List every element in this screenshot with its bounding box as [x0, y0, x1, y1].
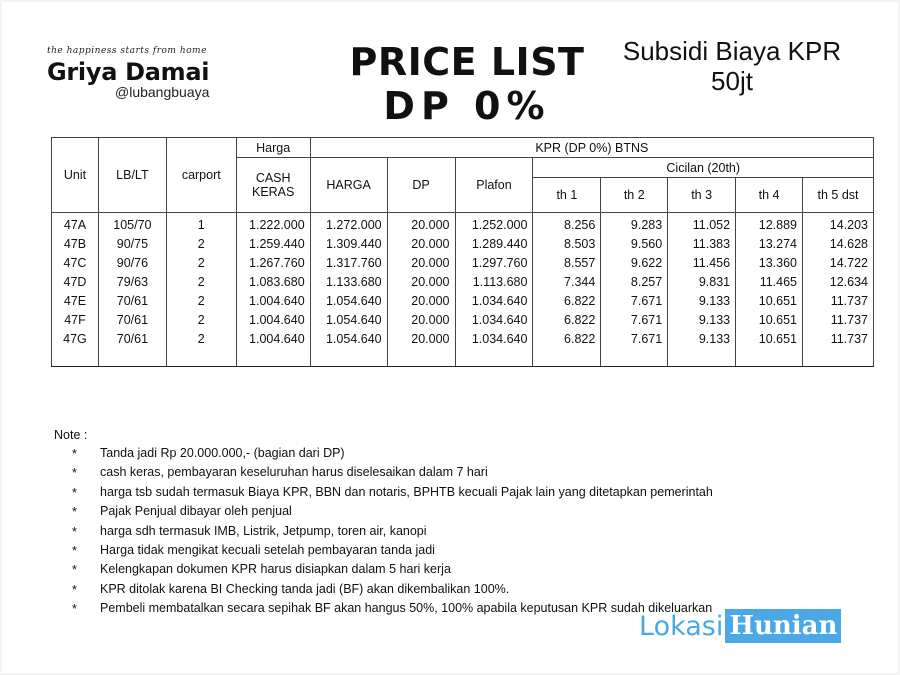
title-line-2: DP 0% [383, 84, 551, 128]
cell-cash-keras: 1.004.640 [236, 292, 310, 311]
empty-cell [52, 349, 99, 367]
header-th4: th 4 [736, 178, 803, 213]
cell-harga: 1.272.000 [310, 213, 387, 236]
cell-dp: 20.000 [387, 292, 455, 311]
price-table [51, 137, 874, 367]
cell-th3: 9.133 [668, 311, 736, 330]
cell-plafon: 1.113.680 [455, 273, 533, 292]
cell-carport: 1 [166, 213, 236, 236]
note-text: Tanda jadi Rp 20.000.000,- (bagian dari DP) [100, 446, 345, 460]
table-row [52, 273, 874, 292]
note-text: Kelengkapan dokumen KPR harus disiapkan dalam 5 hari kerja [100, 562, 451, 577]
brand-name: Griya Damai [47, 58, 210, 86]
cell-th3: 11.052 [668, 213, 736, 236]
header-dp: DP [387, 158, 455, 213]
note-item [54, 580, 754, 599]
header-th2: th 2 [601, 178, 668, 213]
note-item [54, 463, 754, 482]
cell-th5: 14.628 [803, 235, 874, 254]
cell-th2: 8.257 [601, 273, 668, 292]
subsidy-block [612, 36, 852, 96]
cell-plafon: 1.297.760 [455, 254, 533, 273]
header-th3: th 3 [668, 178, 736, 213]
cell-th3: 9.133 [668, 330, 736, 349]
brand-handle: @lubangbuaya [115, 84, 210, 100]
cell-cash-keras: 1.222.000 [236, 213, 310, 236]
bullet-star: * [72, 505, 77, 520]
note-item [54, 483, 754, 502]
table-row [52, 213, 874, 236]
empty-cell [668, 349, 736, 367]
cell-th1: 6.822 [533, 292, 601, 311]
bullet-star: * [72, 466, 77, 481]
cell-cash-keras: 1.004.640 [236, 311, 310, 330]
header-carport: carport [166, 138, 236, 213]
brand-block [47, 46, 247, 100]
header-plafon: Plafon [455, 158, 533, 213]
header-cicilan-group: Cicilan (20th) [533, 158, 874, 178]
cell-cash-keras: 1.267.760 [236, 254, 310, 273]
cell-th5: 11.737 [803, 292, 874, 311]
cell-th3: 11.456 [668, 254, 736, 273]
cell-th2: 7.671 [601, 311, 668, 330]
cell-unit: 47B [52, 235, 99, 254]
note-text: KPR ditolak karena BI Checking tanda jadi (BF) akan dikembalikan 100%. [100, 581, 510, 596]
cell-th1: 8.256 [533, 213, 601, 236]
subsidy-line-2: 50jt [711, 66, 753, 96]
table-filler-row [52, 349, 874, 367]
empty-cell [310, 349, 387, 367]
note-text: harga tsb sudah termasuk Biaya KPR, BBN dan notaris, BPHTB kecuali Pajak lain yang ditetapkan pemerintah [100, 484, 713, 499]
bullet-star: * [72, 563, 77, 578]
price-list-page [2, 2, 898, 673]
cell-carport: 2 [166, 235, 236, 254]
cell-th4: 10.651 [736, 311, 803, 330]
cell-unit: 47C [52, 254, 99, 273]
table-row [52, 330, 874, 349]
cell-th1: 8.503 [533, 235, 601, 254]
note-item [54, 502, 754, 521]
empty-cell [455, 349, 533, 367]
bullet-star: * [72, 524, 77, 539]
header-th5: th 5 dst [803, 178, 874, 213]
cell-th2: 9.622 [601, 254, 668, 273]
cell-th1: 7.344 [533, 273, 601, 292]
cell-plafon: 1.034.640 [455, 330, 533, 349]
cell-th4: 10.651 [736, 292, 803, 311]
header-harga-group: Harga [236, 138, 310, 158]
cell-th2: 9.283 [601, 213, 668, 236]
cell-lb-lt: 70/61 [98, 311, 166, 330]
note-item [54, 444, 754, 463]
empty-cell [803, 349, 874, 367]
cell-harga: 1.133.680 [310, 273, 387, 292]
cell-carport: 2 [166, 292, 236, 311]
notes-title: Note : [54, 428, 88, 442]
cell-th5: 12.634 [803, 273, 874, 292]
cell-carport: 2 [166, 330, 236, 349]
cell-carport: 2 [166, 311, 236, 330]
empty-cell [166, 349, 236, 367]
cell-carport: 2 [166, 273, 236, 292]
cell-cash-keras: 1.004.640 [236, 330, 310, 349]
cell-harga: 1.317.760 [310, 254, 387, 273]
cell-unit: 47E [52, 292, 99, 311]
page-title [332, 40, 602, 128]
subsidy-line-1: Subsidi Biaya KPR [622, 36, 842, 66]
empty-cell [236, 349, 310, 367]
note-text: harga sdh termasuk IMB, Listrik, Jetpump, toren air, kanopi [100, 523, 427, 538]
cell-th4: 12.889 [736, 213, 803, 236]
cell-dp: 20.000 [387, 330, 455, 349]
bullet-star: * [72, 602, 77, 617]
watermark-part-1: Lokasi [639, 610, 724, 642]
cell-dp: 20.000 [387, 311, 455, 330]
cell-th5: 14.203 [803, 213, 874, 236]
cell-harga: 1.054.640 [310, 330, 387, 349]
cell-carport: 2 [166, 254, 236, 273]
cell-th4: 13.360 [736, 254, 803, 273]
bullet-star: * [72, 582, 77, 597]
cell-th4: 13.274 [736, 235, 803, 254]
header-harga: HARGA [310, 158, 387, 213]
cell-harga: 1.309.440 [310, 235, 387, 254]
price-table-body [52, 213, 874, 367]
cell-th5: 11.737 [803, 330, 874, 349]
empty-cell [533, 349, 601, 367]
note-text: Harga tidak mengikat kecuali setelah pembayaran tanda jadi [100, 543, 435, 558]
cell-lb-lt: 90/76 [98, 254, 166, 273]
cell-th3: 11.383 [668, 235, 736, 254]
note-text: Pajak Penjual dibayar oleh penjual [100, 504, 292, 519]
title-line-1: PRICE LIST [349, 40, 585, 84]
empty-cell [601, 349, 668, 367]
cell-dp: 20.000 [387, 213, 455, 236]
bullet-star: * [72, 485, 77, 500]
watermark-logo [639, 609, 841, 643]
table-row [52, 311, 874, 330]
cell-lb-lt: 90/75 [98, 235, 166, 254]
cell-th2: 9.560 [601, 235, 668, 254]
header-unit: Unit [52, 138, 99, 213]
cell-lb-lt: 70/61 [98, 292, 166, 311]
cell-th1: 6.822 [533, 330, 601, 349]
table-row [52, 292, 874, 311]
empty-cell [387, 349, 455, 367]
cell-plafon: 1.034.640 [455, 311, 533, 330]
cell-dp: 20.000 [387, 273, 455, 292]
cell-harga: 1.054.640 [310, 292, 387, 311]
cell-th5: 14.722 [803, 254, 874, 273]
header-kpr-group: KPR (DP 0%) BTNS [310, 138, 873, 158]
cell-lb-lt: 70/61 [98, 330, 166, 349]
header-cash-keras: CASH KERAS [236, 158, 310, 213]
cell-th4: 11.465 [736, 273, 803, 292]
cell-cash-keras: 1.259.440 [236, 235, 310, 254]
note-item [54, 541, 754, 560]
cell-lb-lt: 79/63 [98, 273, 166, 292]
cell-harga: 1.054.640 [310, 311, 387, 330]
cell-th3: 9.133 [668, 292, 736, 311]
notes-list [54, 444, 754, 619]
table-row [52, 235, 874, 254]
watermark-part-2: Hunian [725, 609, 841, 643]
notes-section [54, 426, 754, 619]
cell-th1: 8.557 [533, 254, 601, 273]
cell-dp: 20.000 [387, 235, 455, 254]
cell-th1: 6.822 [533, 311, 601, 330]
bullet-star: * [72, 544, 77, 559]
cell-unit: 47F [52, 311, 99, 330]
bullet-star: * [72, 447, 77, 461]
cell-th4: 10.651 [736, 330, 803, 349]
cell-lb-lt: 105/70 [98, 213, 166, 236]
empty-cell [98, 349, 166, 367]
cell-unit: 47D [52, 273, 99, 292]
note-text: cash keras, pembayaran keseluruhan harus diselesaikan dalam 7 hari [100, 465, 488, 480]
cell-th2: 7.671 [601, 292, 668, 311]
cell-plafon: 1.289.440 [455, 235, 533, 254]
cell-unit: 47A [52, 213, 99, 236]
cell-plafon: 1.034.640 [455, 292, 533, 311]
header-lb-lt: LB/LT [98, 138, 166, 213]
cell-cash-keras: 1.083.680 [236, 273, 310, 292]
cell-th5: 11.737 [803, 311, 874, 330]
note-item [54, 560, 754, 579]
note-text: Pembeli membatalkan secara sepihak BF akan hangus 50%, 100% apabila keputusan KPR sudah dikeluarkan [100, 601, 713, 616]
cell-plafon: 1.252.000 [455, 213, 533, 236]
cell-unit: 47G [52, 330, 99, 349]
cell-dp: 20.000 [387, 254, 455, 273]
brand-tagline: the happiness starts from home [47, 46, 207, 56]
table-row [52, 254, 874, 273]
empty-cell [736, 349, 803, 367]
header-th1: th 1 [533, 178, 601, 213]
note-item [54, 522, 754, 541]
cell-th2: 7.671 [601, 330, 668, 349]
cell-th3: 9.831 [668, 273, 736, 292]
